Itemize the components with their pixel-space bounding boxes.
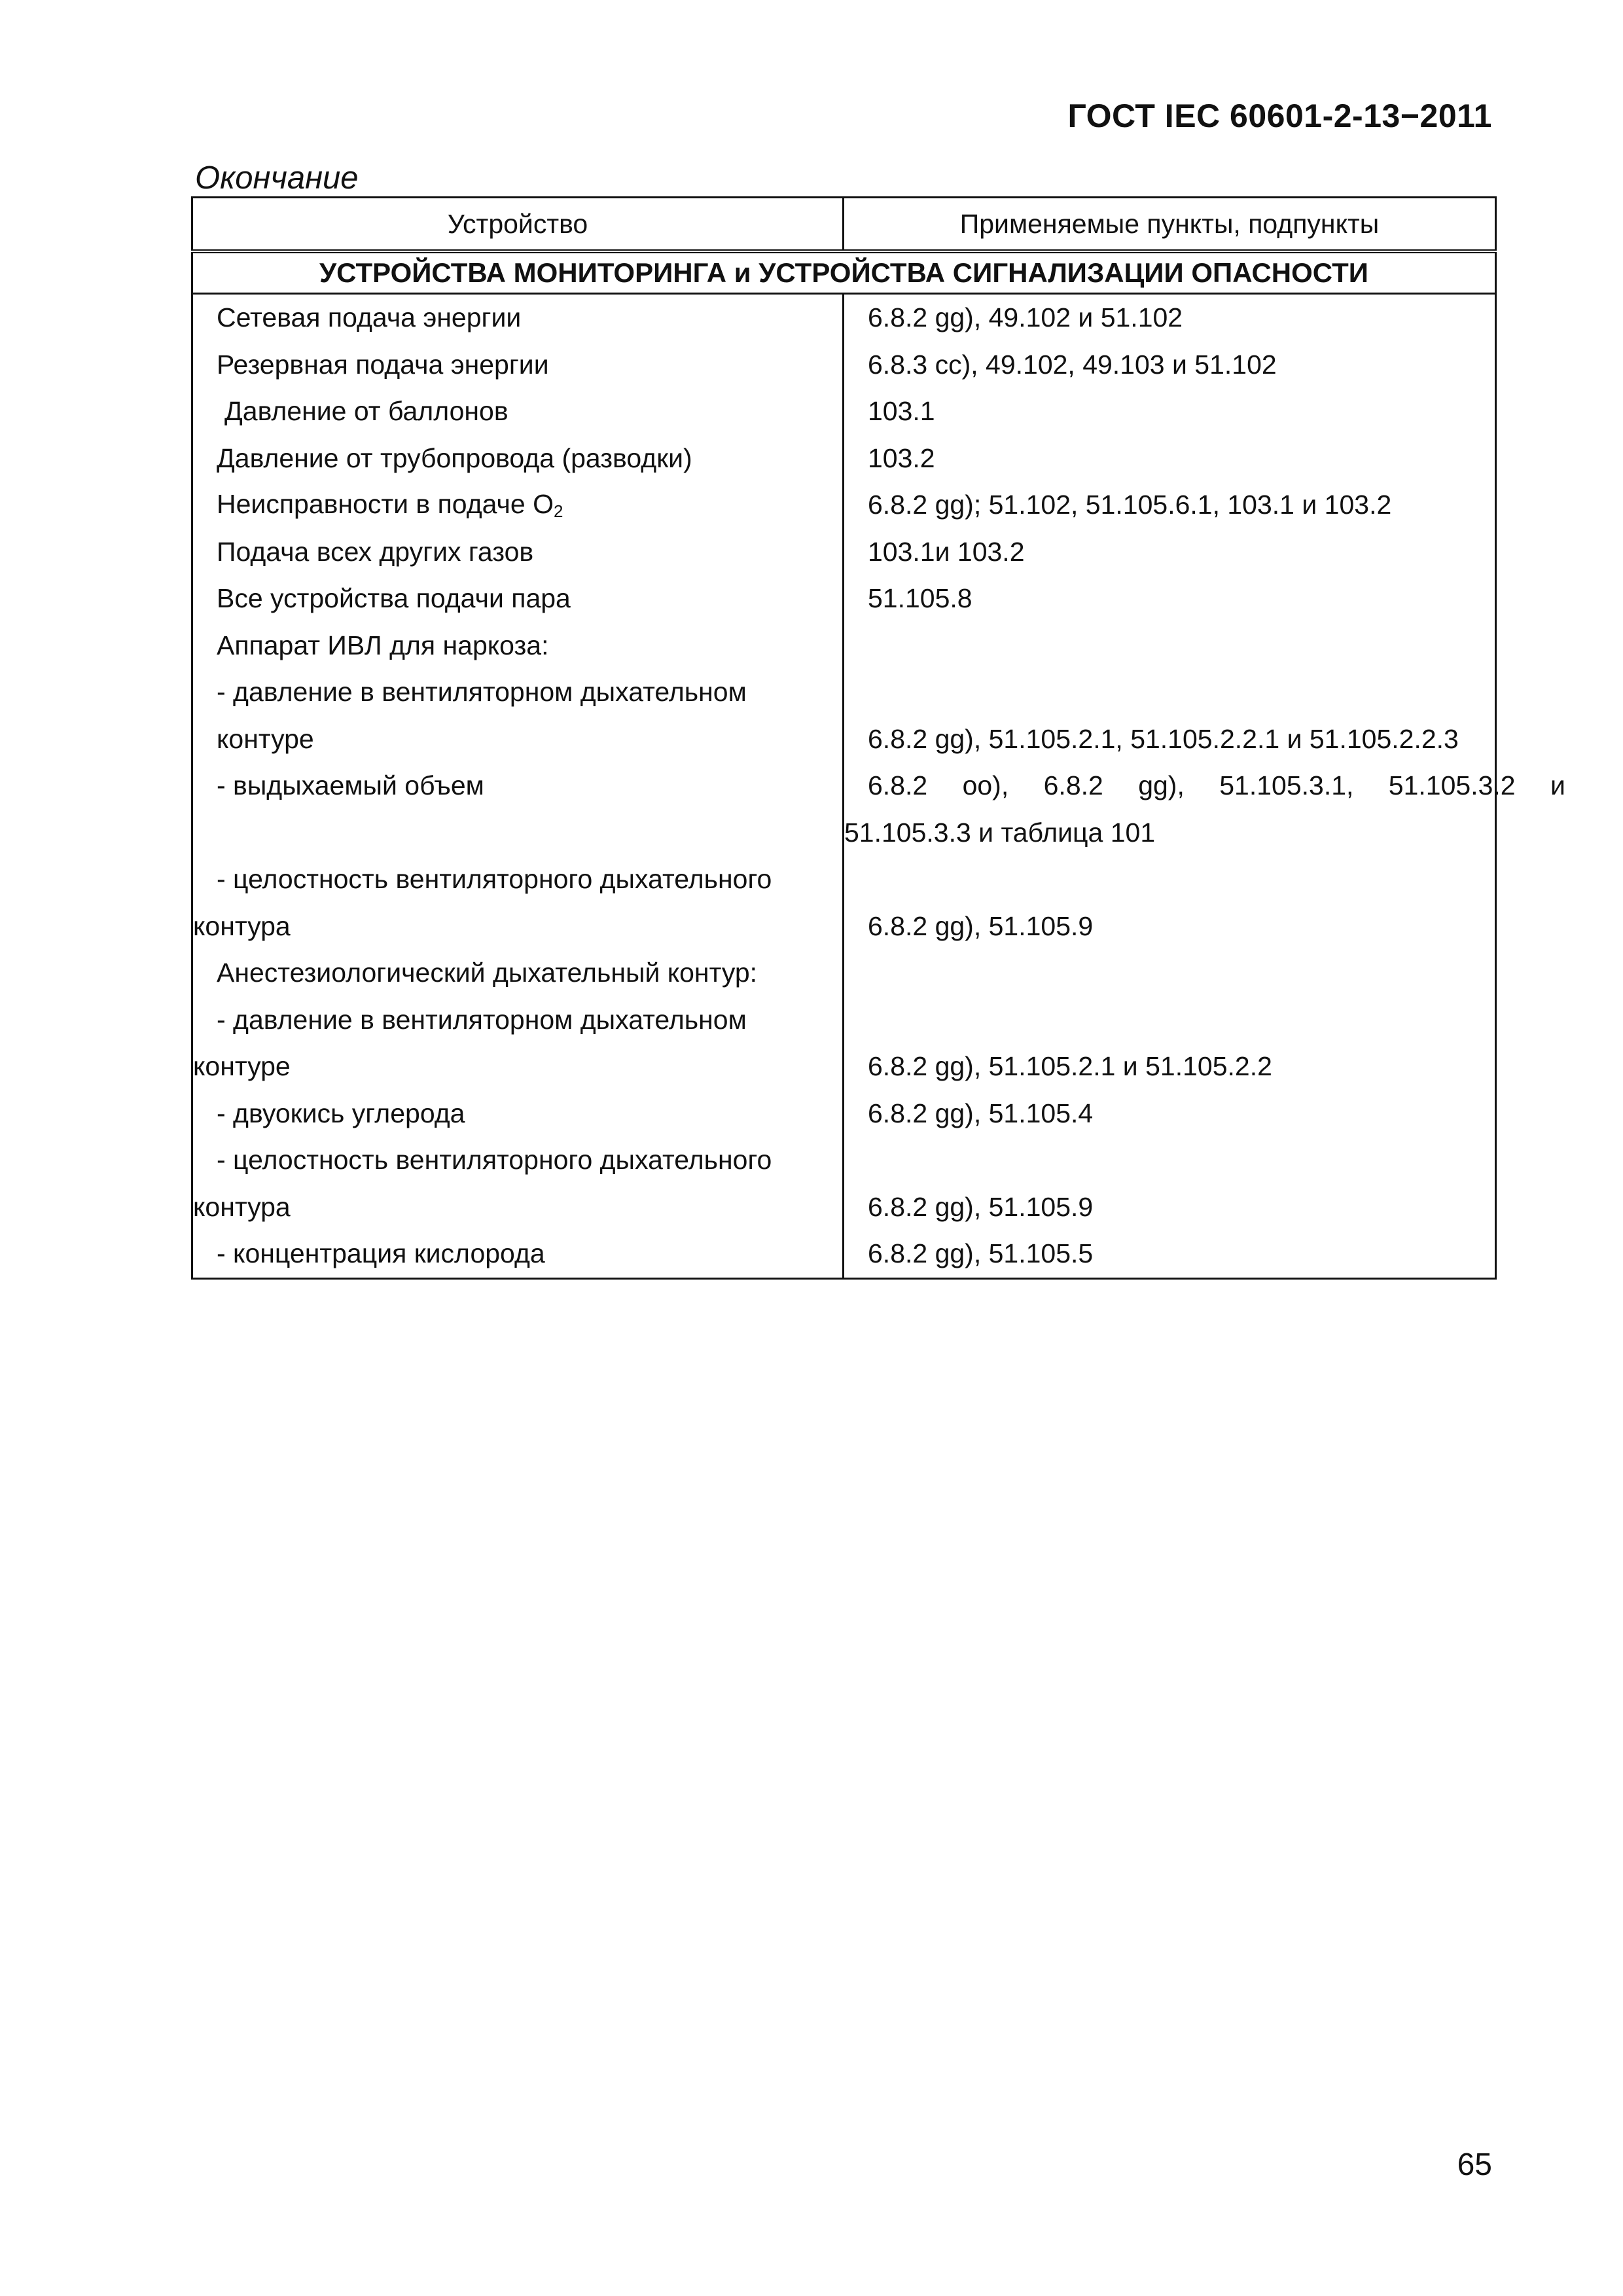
clauses-cell: 6.8.2 oo), 6.8.2 gg), 51.105.3.1, 51.105.3.2 и [844,762,1496,810]
device-cell [192,482,844,529]
device-cell [192,388,844,435]
device-cell [192,1043,844,1090]
device-text: - двуокись углерода [217,1098,465,1128]
clauses-cell: 6.8.2 gg), 51.105.9 [844,1184,1496,1231]
clauses-cell [844,669,1496,716]
table-row [192,388,1496,435]
clauses-cell [844,950,1496,997]
device-text: контуре [193,1051,291,1082]
table-row [192,342,1496,389]
device-cell [192,1090,844,1138]
device-cell [192,1230,844,1278]
device-cell [192,997,844,1044]
clauses-cell: 51.105.8 [844,575,1496,622]
device-text: Давление от трубопровода (разводки) [217,442,692,473]
device-text: - концентрация кислорода [217,1238,545,1269]
table-row [192,529,1496,576]
device-text: контура [193,1191,291,1222]
section-title: УСТРОЙСТВА МОНИТОРИНГА и УСТРОЙСТВА СИГНАЛИЗАЦИИ ОПАСНОСТИ [192,251,1496,294]
continuation-label: Окончание [195,160,359,196]
table-row [192,810,1496,857]
device-text: - давление в вентиляторном дыхательном [217,677,747,708]
clauses-cell: 6.8.2 gg), 51.105.2.1, 51.105.2.2.1 и 51.105.2.2.3 [844,716,1496,763]
document-code: ГОСТ IEC 60601-2-13−2011 [1067,98,1492,134]
table-row [192,716,1496,763]
device-text: Неисправности в подаче O [217,488,554,519]
device-cell [192,903,844,950]
device-cell [192,622,844,670]
table-row [192,1043,1496,1090]
table-row [192,997,1496,1044]
clauses-cell: 103.1 [844,388,1496,435]
table-row [192,903,1496,950]
table-row [192,950,1496,997]
device-subscript: 2 [553,501,563,521]
device-text: контура [193,910,291,941]
clauses-cell: 6.8.2 gg), 51.105.5 [844,1230,1496,1278]
device-text: - целостность вентиляторного дыхательного [217,864,772,895]
device-text: контуре [217,723,314,754]
requirements-table [191,196,1565,1280]
clauses-cell: 6.8.2 gg), 49.102 и 51.102 [844,294,1496,342]
table-row [192,1090,1496,1138]
clauses-cell: 103.2 [844,435,1496,482]
table-row [192,762,1496,810]
device-cell [192,762,844,810]
clauses-cell: 6.8.2 gg), 51.105.2.1 и 51.105.2.2 [844,1043,1496,1090]
device-text: Подача всех других газов [217,536,534,567]
column-header-device: Устройство [192,198,844,252]
device-cell [192,342,844,389]
clauses-cell: 6.8.2 gg), 51.105.4 [844,1090,1496,1138]
device-text: Все устройства подачи пара [217,583,571,614]
table-row [192,575,1496,622]
table-row [192,1137,1496,1184]
device-cell [192,435,844,482]
device-cell [192,669,844,716]
table-row [192,294,1496,342]
table-row [192,1230,1496,1278]
table-row [192,856,1496,903]
table-header-row [192,198,1496,252]
device-cell [192,950,844,997]
device-cell [192,1184,844,1231]
clauses-cell [844,622,1496,670]
column-header-clauses: Применяемые пункты, подпункты [844,198,1496,252]
device-cell [192,294,844,342]
device-text: Аппарат ИВЛ для наркоза: [217,630,549,660]
device-cell [192,810,844,857]
device-text: Сетевая подача энергии [217,302,522,333]
section-row [192,251,1496,294]
device-text: - целостность вентиляторного дыхательного [217,1145,772,1175]
device-text: Резервная подача энергии [217,349,549,380]
table-row [192,435,1496,482]
clauses-cell: 51.105.3.3 и таблица 101 [844,810,1496,857]
table-row [192,482,1496,529]
table-row [192,669,1496,716]
device-text: Анестезиологический дыхательный контур: [217,958,758,988]
device-text: - выдыхаемый объем [217,770,484,801]
clauses-cell [844,856,1496,903]
clauses-cell: 6.8.2 gg), 51.105.9 [844,903,1496,950]
device-cell [192,1137,844,1184]
device-text: Давление от баллонов [224,396,508,427]
device-cell [192,529,844,576]
clauses-cell: 6.8.3 cc), 49.102, 49.103 и 51.102 [844,342,1496,389]
device-text: - давление в вентиляторном дыхательном [217,1004,747,1035]
clauses-cell [844,1137,1496,1184]
clauses-cell: 103.1и 103.2 [844,529,1496,576]
device-cell [192,716,844,763]
clauses-cell [844,997,1496,1044]
device-cell [192,856,844,903]
clauses-cell: 6.8.2 gg); 51.102, 51.105.6.1, 103.1 и 103.2 [844,482,1496,529]
table-row [192,622,1496,670]
table-row [192,1184,1496,1231]
page-number: 65 [1457,2147,1492,2182]
device-cell [192,575,844,622]
